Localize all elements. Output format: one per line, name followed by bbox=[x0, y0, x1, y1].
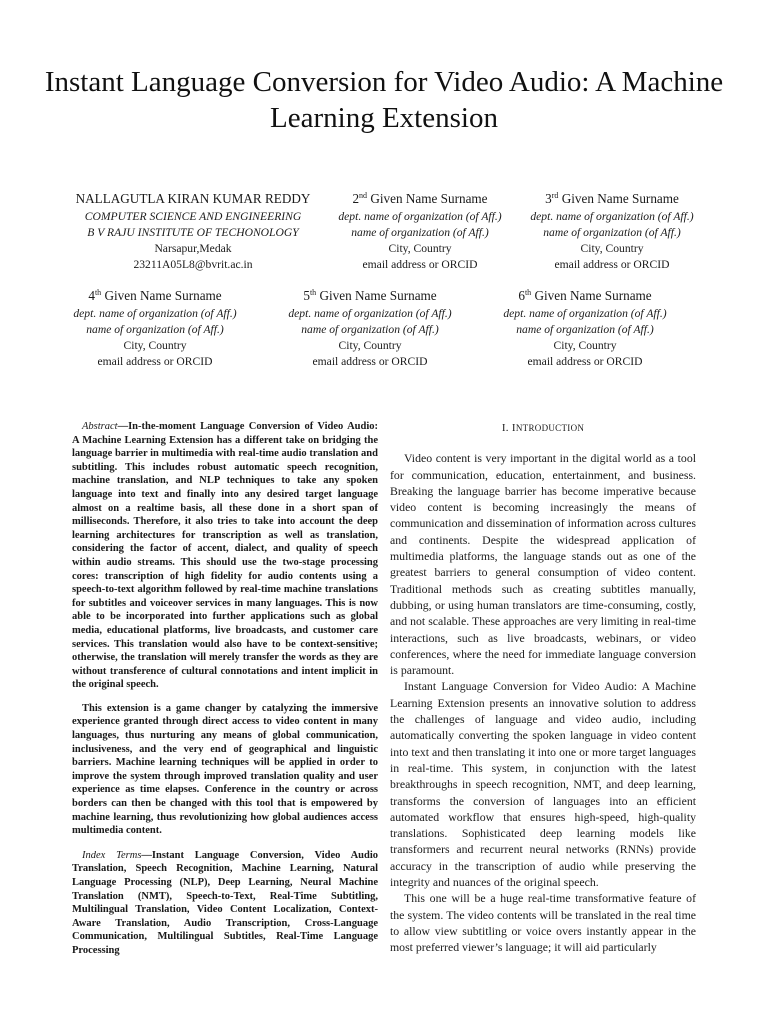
index-terms: Index Terms—Instant Language Conversion, Video Audio Translation, Speech Recognition, Machine Learning, Natural Language Processing (NLP), Deep Learning, Neural Machine Translation (NMT), Speech-to-Text, Real-Time Subtitling, Multilingual Translation, Video Content Localization, Context-Aware Translation, Audio Transcription, Cross-Language Communication, Multilingual Subtitles, Real-Time Language Processing bbox=[72, 849, 379, 956]
intro-paragraph-1: Video content is very important in the digital world as a tool for communication, education, entertainment, and business. Breaking the language barrier has become imperative because video content is becoming increasingly the means of communication and dissemination of information across cultures and continents. Despite the widespread application of multimedia platforms, the language stands out as one of the greatest barriers to general consumption of video content. Traditional methods such as creating subtitles manually, dubbing, or using human translators are time-consuming, costly, and not scalable. These approaches are very limiting in real-time interactions, such as live broadcasts, webinars, or video conferences, where the need for immediate language conversion is paramount. bbox=[390, 451, 696, 678]
paper-title: Instant Language Conversion for Video Audio: A Machine Learning Extension bbox=[44, 66, 724, 134]
author-email[interactable]: 23211A05L8@bvrit.ac.in bbox=[133, 258, 253, 271]
author-email[interactable]: email address or ORCID bbox=[97, 355, 213, 368]
author-affiliation-org: name of organization (of Aff.) bbox=[543, 226, 681, 239]
author-email[interactable]: email address or ORCID bbox=[312, 355, 428, 368]
author-affiliation-dept: dept. name of organization (of Aff.) bbox=[288, 307, 452, 320]
author-name: 2nd Given Name Surname bbox=[352, 191, 488, 206]
author-affiliation-dept: dept. name of organization (of Aff.) bbox=[338, 210, 502, 223]
author-block-6 bbox=[460, 287, 710, 370]
author-block-5 bbox=[245, 287, 495, 370]
introduction-column bbox=[390, 420, 696, 956]
author-location: City, Country bbox=[338, 339, 402, 352]
intro-paragraph-2: Instant Language Conversion for Video Audio: A Machine Learning Extension presents an innovative solution to address the challenges of language and video audio, including automatically converting the spoken language in video content into text and then translating it into one or more target languages in real-time. This system, in conjunction with the latest breakthroughs in speech recognition, NMT, and deep learning, transforms the conversion of languages into an efficient automated workflow that ensures high-speed, high-quality translations. Sophisticated deep learning models like transformers and recurrent neural networks (RNNs) provide accuracy in the transcription of audio while preserving the integrity and nuances of the original speech. bbox=[390, 679, 696, 890]
author-affiliation-org: B V RAJU INSTITUTE OF TECHONOLOGY bbox=[87, 226, 299, 239]
author-location: City, Country bbox=[388, 242, 452, 255]
author-name: 4th Given Name Surname bbox=[88, 288, 222, 303]
author-location: City, Country bbox=[580, 242, 644, 255]
abstract-paragraph: Abstract—In-the-moment Language Conversion of Video Audio: A Machine Learning Extension has a different take on bridging the language barrier in multimedia with real-time audio translation and subtitling. This includes robust automatic speech recognition, machine translation, and NLP techniques to take any spoken language into text and finally into any desired target language almost on a realtime basis, all these done in a short span of milliseconds. Therefore, it also tries to take into account the deep learning architectures for transcription as well as translation, considering the factor of accent, dialect, and quality of speech within audio streams. This should use the two-stage processing cores: transcription of high fidelity for audio contents using a speech-to-text algorithm followed by real-time machine translations for subtitles and voiceover services in many languages. This is now able to be incorporated into further applications such as global media, educational platforms, live broadcasts, and customer care services. This translation would also have to be context-sensitive; otherwise, the translation will merely transfer the words as they are without transference of cultural connotations and intent implicit in the original speech. bbox=[72, 421, 378, 691]
author-name: 3rd Given Name Surname bbox=[545, 191, 679, 206]
author-block-4 bbox=[30, 287, 280, 370]
author-affiliation-dept: COMPUTER SCIENCE AND ENGINEERING bbox=[84, 210, 302, 223]
section-heading-introduction: I. INTRODUCTION bbox=[501, 422, 585, 434]
author-affiliation-dept: dept. name of organization (of Aff.) bbox=[73, 307, 237, 320]
author-block-3 bbox=[487, 190, 737, 273]
author-affiliation-org: name of organization (of Aff.) bbox=[86, 323, 224, 336]
author-location: City, Country bbox=[553, 339, 617, 352]
author-block-1 bbox=[68, 190, 318, 273]
abstract-paragraph-2: This extension is a game changer by catalyzing the immersive experience granted through direct access to video content in many languages, thus nurturing any means of global communication, inclusiveness, and the very end of geographical and linguistic barriers. Machine learning techniques will be applied in order to improve the system through improved translation quality and user experience as time elapses. Conference in the country or across borders can then be changed with this tool that is empowered by machine learning, thus revolutionizing how global audiences access multimedia content. bbox=[72, 702, 378, 837]
author-affiliation-dept: dept. name of organization (of Aff.) bbox=[503, 307, 667, 320]
intro-paragraph-3: This one will be a huge real-time transformative feature of the system. The video contents will be translated in the real time to allow view subtitling or voice overs instantly appear in the most preferred viewer’s language; it will aid particularly bbox=[390, 891, 696, 955]
author-affiliation-dept: dept. name of organization (of Aff.) bbox=[530, 210, 694, 223]
author-location: Narsapur,Medak bbox=[154, 242, 232, 255]
author-affiliation-org: name of organization (of Aff.) bbox=[301, 323, 439, 336]
author-email[interactable]: email address or ORCID bbox=[362, 258, 478, 271]
author-name: 6th Given Name Surname bbox=[518, 288, 652, 303]
abstract-column bbox=[72, 420, 378, 958]
author-affiliation-org: name of organization (of Aff.) bbox=[351, 226, 489, 239]
author-email[interactable]: email address or ORCID bbox=[554, 258, 670, 271]
author-email[interactable]: email address or ORCID bbox=[527, 355, 643, 368]
abstract-label: Abstract bbox=[82, 421, 118, 432]
author-name: NALLAGUTLA KIRAN KUMAR REDDY bbox=[75, 191, 311, 206]
author-affiliation-org: name of organization (of Aff.) bbox=[516, 323, 654, 336]
author-location: City, Country bbox=[123, 339, 187, 352]
index-terms-label: Index Terms bbox=[82, 849, 142, 861]
author-name: 5th Given Name Surname bbox=[303, 288, 437, 303]
